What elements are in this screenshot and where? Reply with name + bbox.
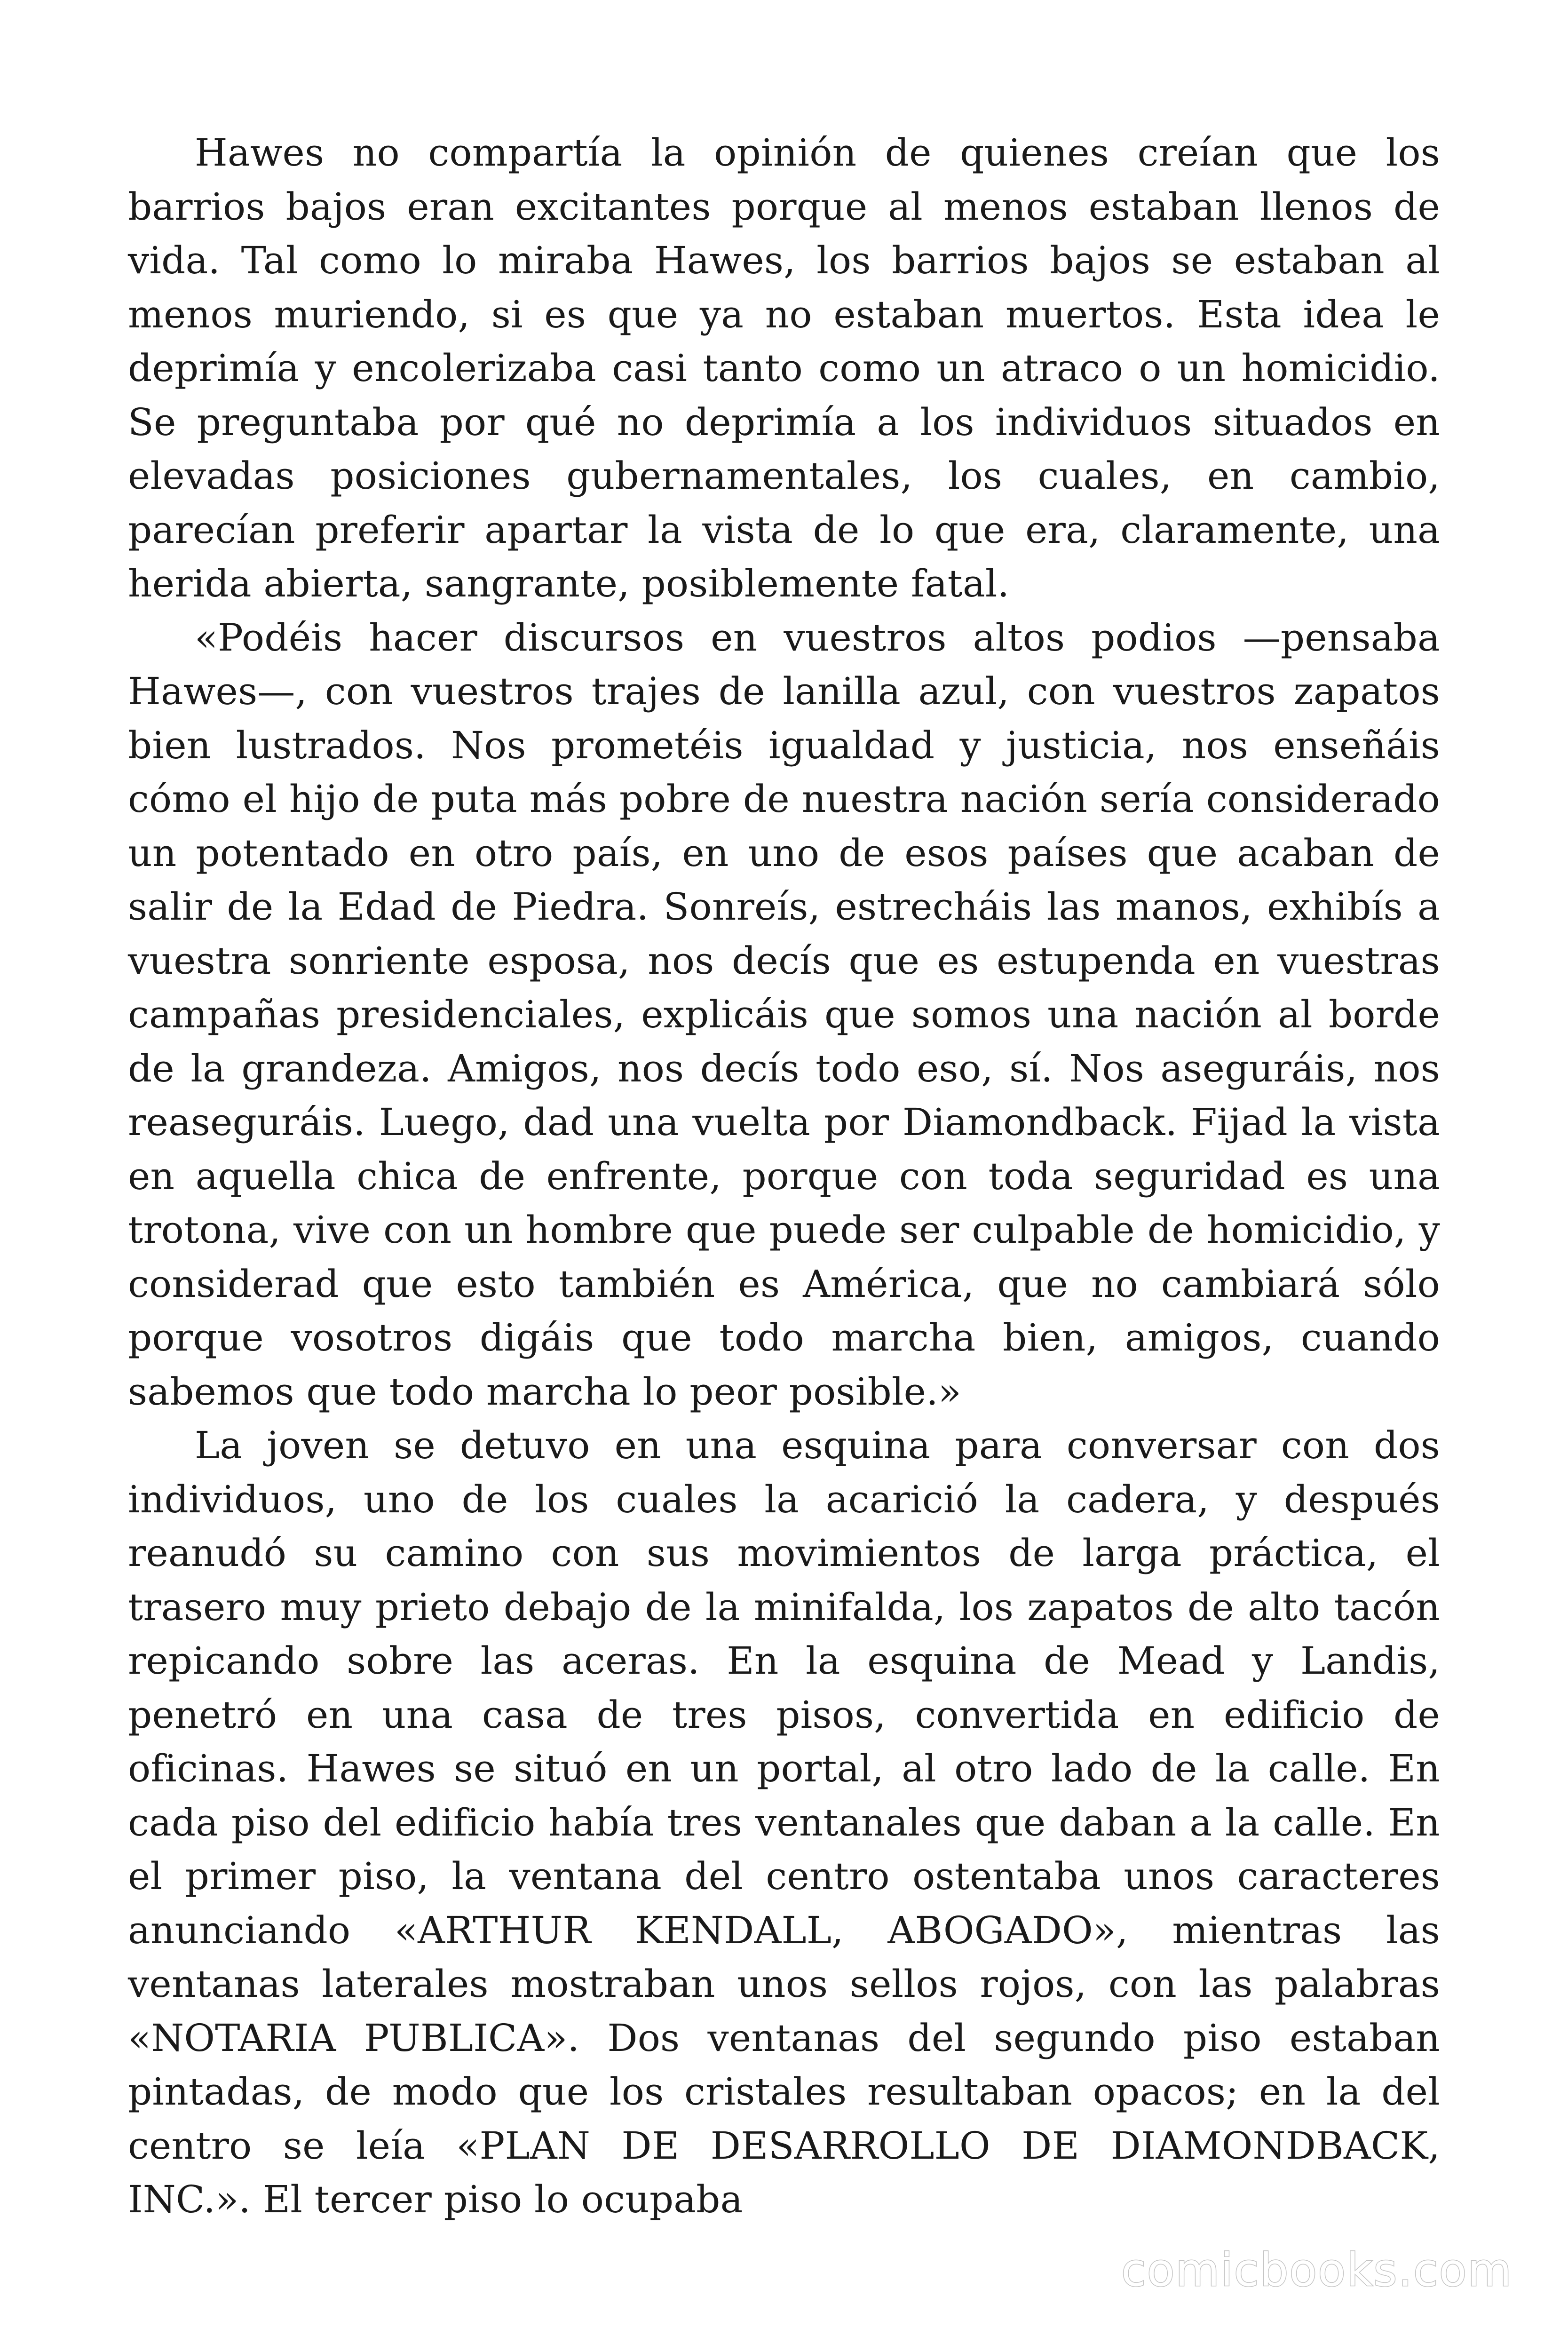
book-page-text <box>128 126 1440 2227</box>
paragraph: «Podéis hacer discursos en vuestros altos podios —pensaba Hawes—, con vuestros trajes de lanilla azul, con vuestros zapatos bien lustrados. Nos prometéis igualdad y justicia, nos enseñáis cómo el hijo de puta más pobre de nuestra nación sería considerado un potentado en otro país, en uno de esos países que acaban de salir de la Edad de Piedra. Sonreís, estrecháis las manos, exhibís a vuestra sonriente esposa, nos decís que es estupenda en vuestras campañas presidenciales, explicáis que somos una nación al borde de la grandeza. Amigos, nos decís todo eso, sí. Nos aseguráis, nos reaseguráis. Luego, dad una vuelta por Diamondback. Fijad la vista en aquella chica de enfrente, porque con toda seguridad es una trotona, vive con un hombre que puede ser culpable de homicidio, y considerad que esto también es América, que no cambiará sólo porque vosotros digáis que todo marcha bien, amigos, cuando sabemos que todo marcha lo peor posible.» <box>128 615 1440 1414</box>
paragraph: La joven se detuvo en una esquina para conversar con dos individuos, uno de los cuales la acarició la cadera, y después reanudó su camino con sus movimientos de larga práctica, el trasero muy prieto debajo de la minifalda, los zapatos de alto tacón repicando sobre las aceras. En la esquina de Mead y Landis, penetró en una casa de tres pisos, convertida en edificio de oficinas. Hawes se situó en un portal, al otro lado de la calle. En cada piso del edificio había tres ventanales que daban a la calle. En el primer piso, la ventana del centro ostentaba unos caracteres anunciando «ARTHUR KENDALL, ABOGADO», mientras las ventanas laterales mostraban unos sellos rojos, con las palabras «NOTARIA PUBLICA». Dos ventanas del segundo piso estaban pintadas, de modo que los cristales resultaban opacos; en la del centro se leía «PLAN DE DESARROLLO DE DIAMONDBACK, INC.». El tercer piso lo ocupaba <box>128 1423 1440 2221</box>
watermark: comicbooks.com <box>1121 2244 1513 2296</box>
paragraph: Hawes no compartía la opinión de quienes creían que los barrios bajos eran excitantes porque al menos estaban llenos de vida. Tal como lo miraba Hawes, los barrios bajos se estaban al menos muriendo, si es que ya no estaban muertos. Esta idea le deprimía y encolerizaba casi tanto como un atraco o un homicidio. Se preguntaba por qué no deprimía a los individuos situados en elevadas posiciones gubernamentales, los cuales, en cambio, parecían preferir apartar la vista de lo que era, claramente, una herida abierta, sangrante, posiblemente fatal. <box>128 131 1440 605</box>
